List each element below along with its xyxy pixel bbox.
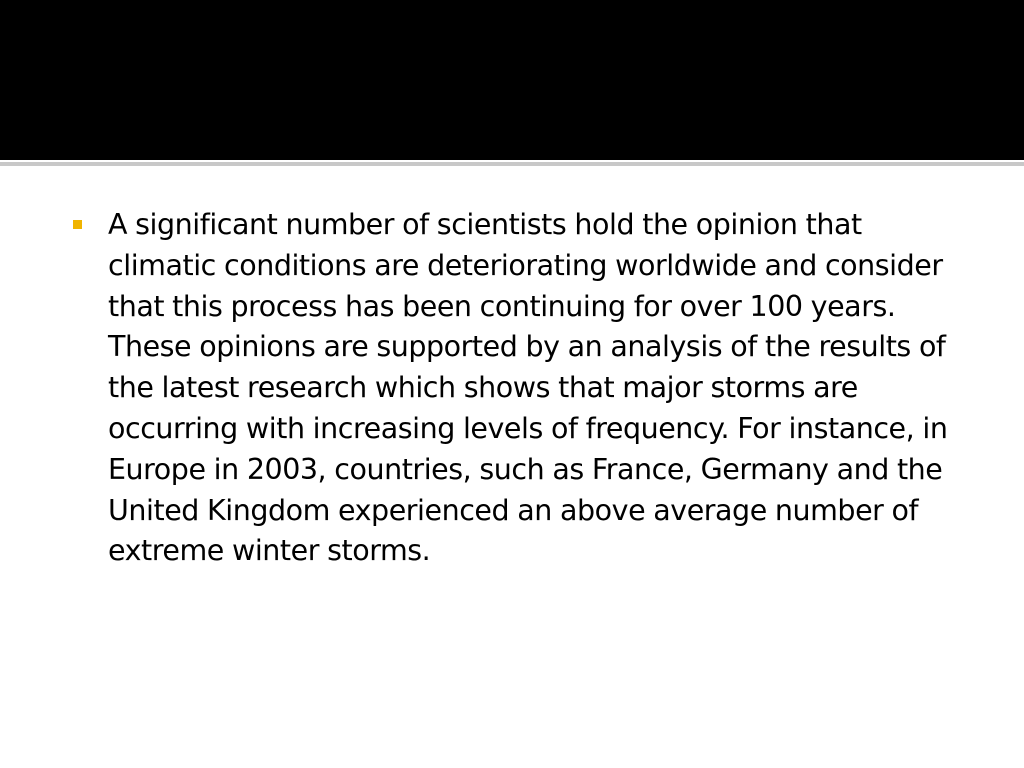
bullet-item xyxy=(70,205,960,572)
title-divider xyxy=(0,162,1024,166)
square-bullet-icon xyxy=(73,220,82,229)
slide-body xyxy=(70,205,960,572)
bullet-text: A significant number of scientists hold the opinion that climatic conditions are deteriorating worldwide and consider that this process has been continuing for over 100 years. These opinions are supported by an analysis of the results of the latest research which shows that major storms are occurring with increasing levels of frequency. For instance, in Europe in 2003, countries, such as France, Germany and the United Kingdom experienced an above average number of extreme winter storms. xyxy=(108,208,948,568)
slide-title-bar xyxy=(0,0,1024,160)
